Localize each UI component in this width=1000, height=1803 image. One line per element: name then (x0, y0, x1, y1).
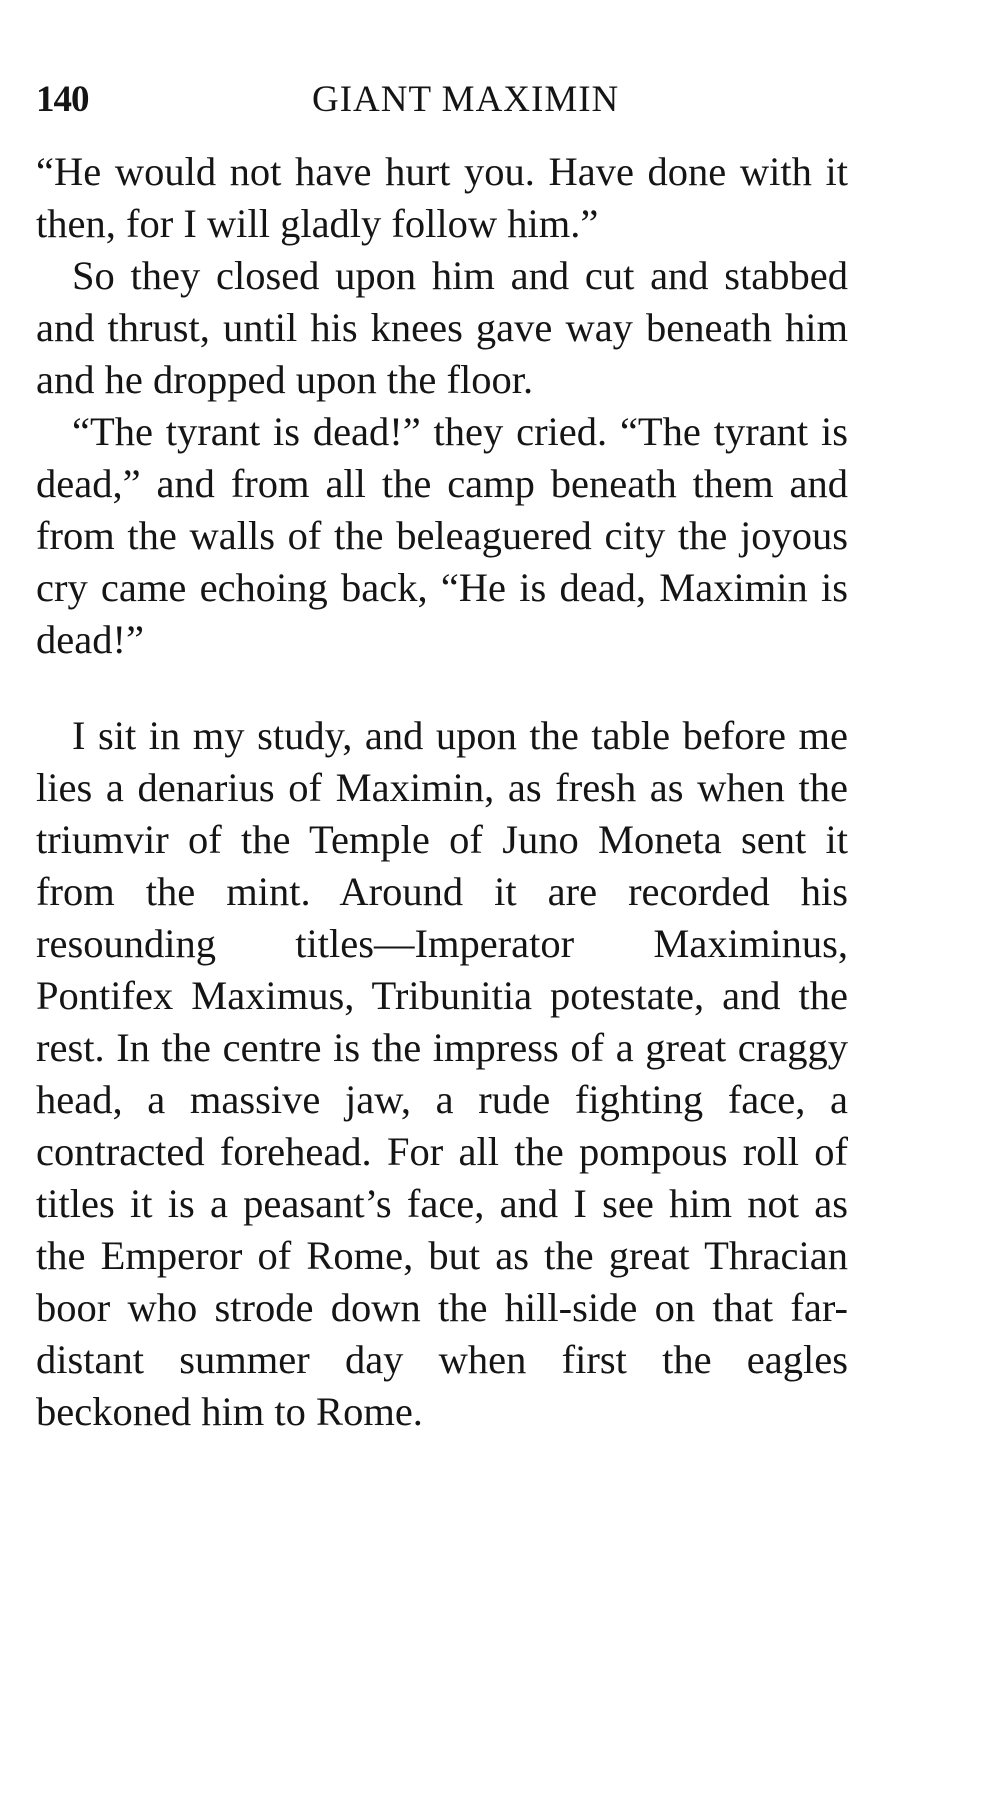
paragraph: “He would not have hurt you. Have done with it then, for I will gladly follow him.” (36, 149, 848, 246)
paragraph: I sit in my study, and upon the table before me lies a denarius of Maximin, as fresh as when the triumvir of the Temple of Juno Moneta sent it from the mint. Around it are recorded his resounding titles—Imperator Maximinus, Pontifex Maximus, Tribunitia potestate, and the rest. In the centre is the impress of a great craggy head, a massive jaw, a rude fighting face, a contracted forehead. For all the pompous roll of titles it is a peasant’s face, and I see him not as the Emperor of Rome, but as the great Thracian boor who strode down the hill-side on that far-distant summer day when first the eagles beckoned him to Rome. (36, 713, 848, 1434)
text-section-1 (36, 146, 848, 666)
paragraph: So they closed upon him and cut and stabbed and thrust, until his knees gave way beneath him and he dropped upon the floor. (36, 253, 848, 402)
paragraph: “The tyrant is dead!” they cried. “The tyrant is dead,” and from all the camp beneath them and from the walls of the beleaguered city the joyous cry came echoing back, “He is dead, Maximin is dead!” (36, 409, 848, 662)
page-header (36, 78, 676, 128)
running-title: GIANT MAXIMIN (312, 79, 620, 120)
text-section-2 (36, 710, 848, 1438)
page-number: 140 (36, 79, 89, 120)
